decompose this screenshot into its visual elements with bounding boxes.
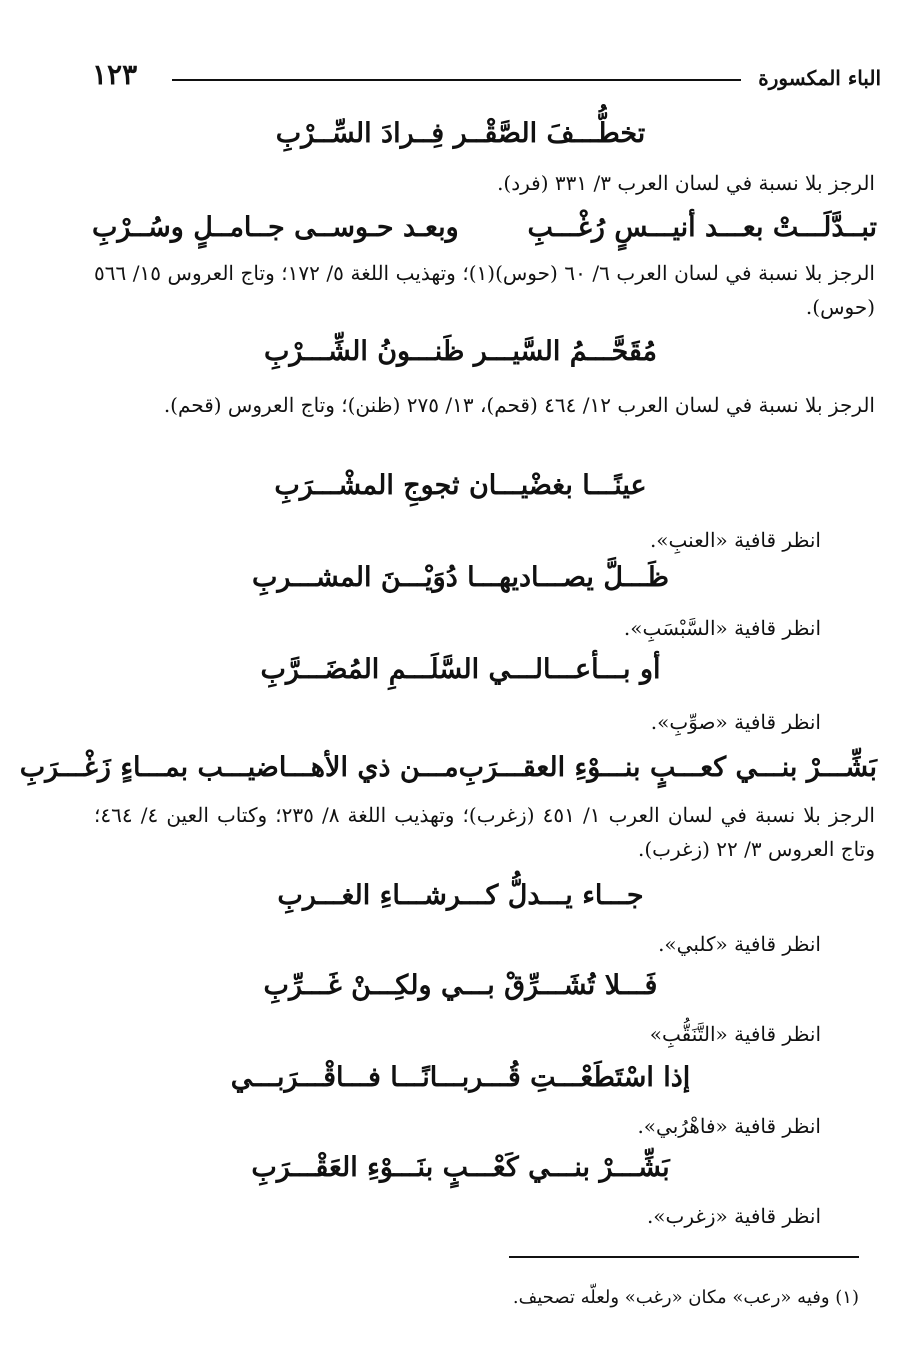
verse: ظَـــلَّ يصـــاديهـــا دُوَيْـــنَ المشـــربِ bbox=[251, 562, 670, 593]
cross-reference: انظر قافية «كلبي». bbox=[658, 932, 821, 956]
cross-reference: انظر قافية «صوِّبِ». bbox=[650, 710, 821, 734]
page-number: ١٢٣ bbox=[92, 58, 138, 91]
source-note: الرجز بلا نسبة في لسان العرب ١٢/ ٤٦٤ (قحم)، ١٣/ ٢٧٥ (ظنن)؛ وتاج العروس (قحم). bbox=[163, 393, 875, 417]
cross-reference: انظر قافية «العنبِ». bbox=[649, 528, 821, 552]
verse: تخطُّـــفَ الصَّقْــر فِــرادَ السِّــرْبِ bbox=[275, 118, 646, 149]
verse: جـــاء يـــدلُّ كـــرشـــاءِ الغـــربِ bbox=[277, 880, 644, 911]
cross-reference: انظر قافية «السَّبْسَبِ». bbox=[623, 616, 821, 640]
footnote-rule bbox=[509, 1256, 859, 1258]
verse: مُقَحَّـــمُ السَّيـــر ظَنـــونُ الشِّـــرْبِ bbox=[263, 336, 658, 367]
hemistich-second: مـــن ذي الأهـــاضيـــب بمـــاءٍ زَغْـــرَبِ bbox=[19, 752, 459, 783]
verse: عينًـــا بغضْيـــان ثجوجِ المشْـــرَبِ bbox=[274, 470, 647, 501]
verse-two-hemistich bbox=[19, 752, 877, 783]
source-note: الرجز بلا نسبة في لسان العرب ١/ ٤٥١ (زغرب)؛ وتهذيب اللغة ٨/ ٢٣٥؛ وكتاب العين ٤/ ٤٦٤؛ وتاج العروس ٣/ ٢٢ (زغرب). bbox=[94, 803, 875, 861]
verse-two-hemistich bbox=[92, 212, 877, 243]
header-rule bbox=[172, 79, 741, 81]
verse: بَشِّـــرْ بنـــي كَعْـــبٍ بنَـــوْءِ العَقْـــرَبِ bbox=[251, 1152, 670, 1183]
verse: إذا اسْتَطَعْـــتِ قُـــربـــانًـــا فـــاقْـــرَبـــي bbox=[230, 1062, 691, 1093]
cross-reference: انظر قافية «التَّنَقُّبِ» bbox=[649, 1022, 821, 1046]
verse: فَـــلا تُشَـــرِّقْ بـــي ولكِـــنْ غَـــرِّبِ bbox=[263, 970, 658, 1001]
running-title: الباء المكسورة bbox=[758, 66, 881, 90]
verse: أو بـــأعـــالـــي السَّلَـــمِ المُضَـــرَّبِ bbox=[260, 654, 661, 685]
cross-reference: انظر قافية «فاهْرُبي». bbox=[637, 1114, 821, 1138]
hemistich-first: تبــدَّلَـــتْ بعـــد أنيـــسٍ رُغْـــبِ bbox=[527, 212, 877, 243]
hemistich-second: وبعـد حـوســى جــامــلٍ وسُــرْبِ bbox=[92, 212, 459, 243]
footnote: (١) وفيه «رعب» مكان «رغب» ولعلّه تصحيف. bbox=[512, 1287, 859, 1308]
source-note: الرجز بلا نسبة في لسان العرب ٣/ ٣٣١ (فرد). bbox=[497, 171, 875, 195]
source-note: الرجز بلا نسبة في لسان العرب ٦/ ٦٠ (حوس)(١)؛ وتهذيب اللغة ٥/ ١٧٢؛ وتاج العروس ١٥/ ٥٦٦ (حوس). bbox=[94, 261, 875, 319]
page-header bbox=[92, 58, 881, 98]
cross-reference: انظر قافية «زغرب». bbox=[646, 1204, 821, 1228]
hemistich-first: بَشِّـــرْ بنـــي كعـــبٍ بنـــوْءِ العقـــرَبِ bbox=[458, 752, 877, 783]
